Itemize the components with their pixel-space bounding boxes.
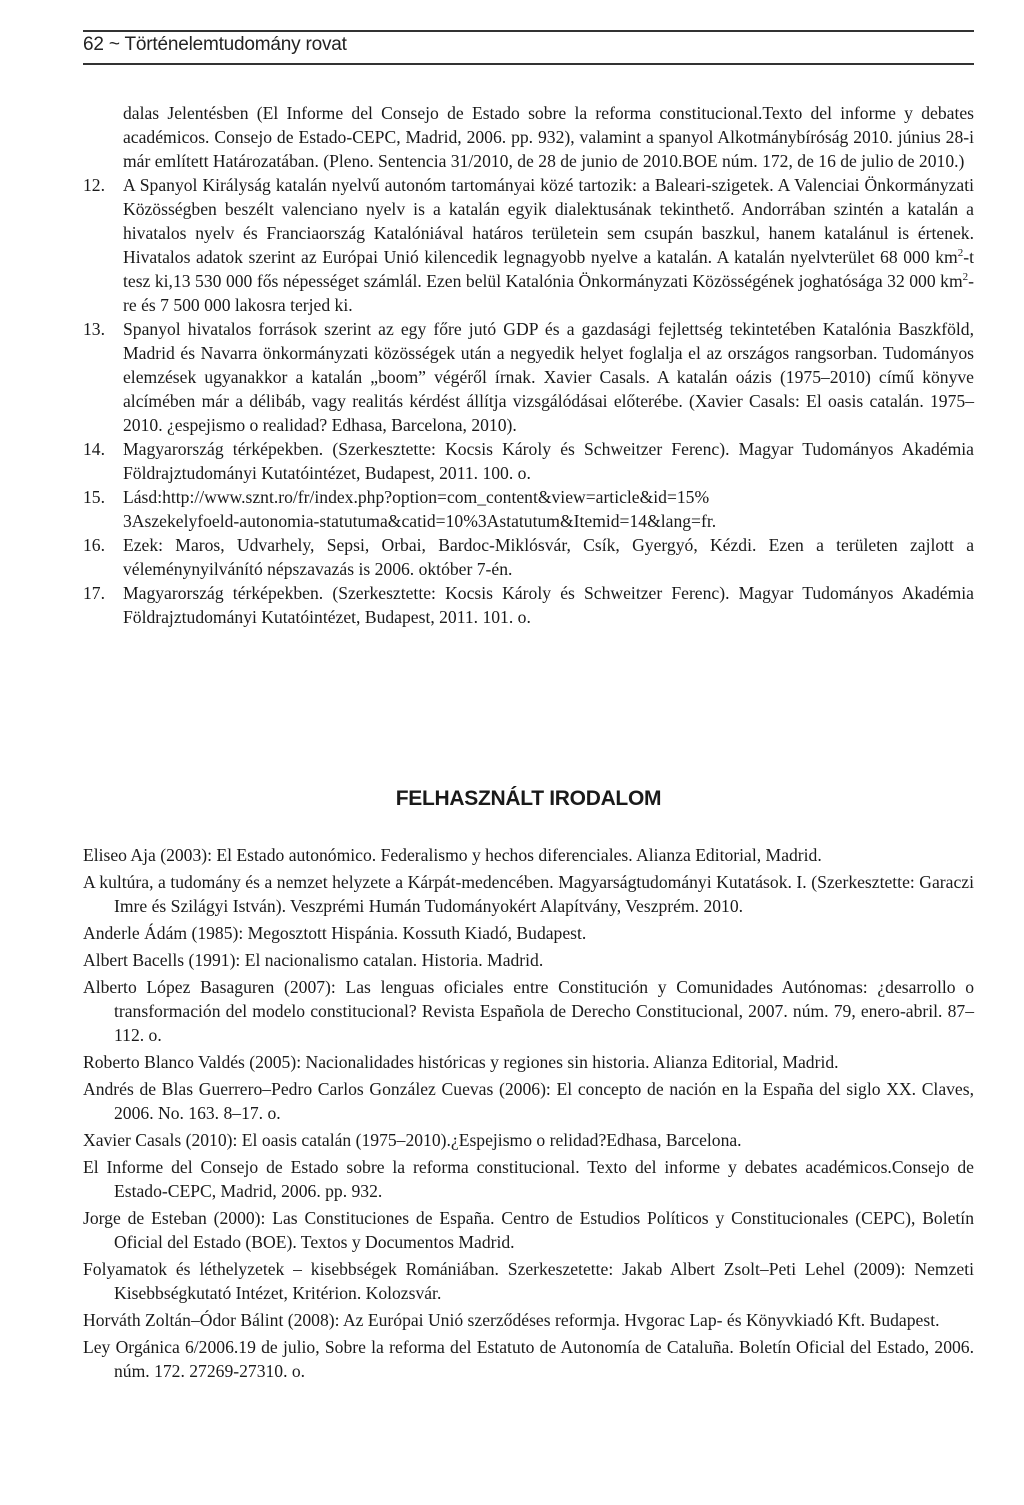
- endnote-number: 15.: [83, 487, 105, 507]
- bibliography-entry: Folyamatok és léthelyzetek – kisebbségek Romániában. Szerkeszetette: Jakab Albert Zsolt–Peti Lehel (2009): Nemzeti Kisebbségkutató Intézet, Kritérion. Kolozsvár.: [83, 1259, 974, 1303]
- bibliography-entry: Anderle Ádám (1985): Megosztott Hispánia. Kossuth Kiadó, Budapest.: [83, 923, 587, 943]
- bibliography-entry: A kultúra, a tudomány és a nemzet helyzete a Kárpát-medencében. Magyarságtudományi Kutatások. I. (Szerkesztette: Garaczi Imre és Szilágyi István). Veszprémi Humán Tudományokért Alapítvány, Veszprém. 2010.: [83, 872, 974, 916]
- header-separator: ~: [108, 34, 120, 55]
- endnote-link-line-1[interactable]: Lásd:http://www.sznt.ro/fr/index.php?option=com_content&view=article&id=15%: [123, 487, 710, 507]
- endnote-link-line-2[interactable]: 3Aszekelyfoeld-autonomia-statutuma&catid=10%3Astatutum&Itemid=14&lang=fr.: [123, 511, 717, 531]
- endnote-continued: [83, 101, 974, 173]
- endnote-text-part: -re és 7 500 000 lakosra terjed ki.: [123, 271, 974, 315]
- superscript: 2: [957, 247, 964, 259]
- endnote-number: 13.: [83, 319, 105, 339]
- endnote-text: dalas Jelentésben (El Informe del Consejo de Estado sobre la reforma constitucional.Texto del informe y debates académicos. Consejo de Estado-CEPC, Madrid, 2006. pp. 932), valamint a spanyol Alkotmánybíróság 2010. június 28-i már említett Határozatában. (Pleno. Sentencia 31/2010, de 28 de junio de 2010.BOE núm. 172, de 16 de julio de 2010.): [123, 103, 974, 171]
- bibliography-entry: Alberto López Basaguren (2007): Las lenguas oficiales entre Constitución y Comunidades Autónomas: ¿desarrollo o transformación del modelo constitucional? Revista Española de Derecho Constitucional, 2007. núm. 79, enero-abril. 87–112. o.: [83, 977, 974, 1045]
- endnote-14: [83, 437, 974, 485]
- bibliography-entry: Albert Bacells (1991): El nacionalismo catalan. Historia. Madrid.: [83, 950, 544, 970]
- endnote-12: [83, 173, 974, 317]
- bibliography-heading: FELHASZNÁLT IRODALOM: [395, 787, 662, 810]
- endnote-text-part: -t tesz ki,13 530 000 fős népességet számlál. Ezen belül Katalónia Önkormányzati Közösségének joghatósága 32 000 km: [123, 247, 974, 291]
- header-rule-bottom: [83, 63, 974, 65]
- running-header: [83, 34, 974, 56]
- superscript: 2: [962, 271, 969, 283]
- endnote-number: 14.: [83, 439, 105, 459]
- bibliography-entry: Xavier Casals (2010): El oasis catalán (1975–2010).¿Espejismo o relidad?Edhasa, Barcelona.: [83, 1130, 742, 1150]
- endnote-number: 16.: [83, 535, 105, 555]
- bibliography-entry: El Informe del Consejo de Estado sobre la reforma constitucional. Texto del informe y debates académicos.Consejo de Estado-CEPC, Madrid, 2006. pp. 932.: [83, 1157, 974, 1201]
- endnote-15: [83, 485, 974, 533]
- bibliography-list: [83, 843, 974, 1386]
- bibliography-entry: Horváth Zoltán–Ódor Bálint (2008): Az Európai Unió szerződéses reformja. Hvgorac Lap- és Könyvkiadó Kft. Budapest.: [83, 1310, 940, 1330]
- endnote-text: [123, 485, 974, 533]
- bibliography-entry: Eliseo Aja (2003): El Estado autonómico. Federalismo y hechos diferenciales. Alianza Editorial, Madrid.: [83, 845, 822, 865]
- endnote-number: 17.: [83, 583, 105, 603]
- header-rule-top: [83, 30, 974, 32]
- endnote-text-part: A Spanyol Királyság katalán nyelvű autonóm tartományai közé tartozik: a Baleari-szigetek. A Valenciai Önkormányzati Közösségben beszélt valenciano nyelv is a katalán egyik dialektusának tekinthető. Andorrában szintén a katalán a hivatalos nyelv és Franciaország Katalóniával határos területein sem csupán baszkul, hanem katalánul is értenek. Hivatalos adatok szerint az Európai Unió kilencedik legnagyobb nyelve a katalán. A katalán nyelvterület 68 000 km: [123, 175, 974, 267]
- bibliography-entry: Andrés de Blas Guerrero–Pedro Carlos González Cuevas (2006): El concepto de nación en la España del siglo XX. Claves, 2006. No. 163. 8–17. o.: [83, 1079, 974, 1123]
- endnote-number: 12.: [83, 175, 105, 195]
- endnote-text: Magyarország térképekben. (Szerkesztette: Kocsis Károly és Schweitzer Ferenc). Magyar Tudományos Akadémia Földrajztudományi Kutatóintézet, Budapest, 2011. 100. o.: [123, 439, 974, 483]
- endnote-text: Magyarország térképekben. (Szerkesztette: Kocsis Károly és Schweitzer Ferenc). Magyar Tudományos Akadémia Földrajztudományi Kutatóintézet, Budapest, 2011. 101. o.: [123, 583, 974, 627]
- endnote-16: [83, 533, 974, 581]
- endnote-17: [83, 581, 974, 629]
- bibliography-entry: Roberto Blanco Valdés (2005): Nacionalidades históricas y regiones sin historia. Alianza Editorial, Madrid.: [83, 1052, 839, 1072]
- endnote-text: [123, 173, 974, 317]
- endnote-text: Spanyol hivatalos források szerint az egy főre jutó GDP és a gazdasági fejlettség tekintetében Katalónia Baszkföld, Madrid és Navarra önkormányzati közösségek után a negyedik helyet foglalja el az országos rangsorban. Tudományos elemzések ugyanakkor a katalán „boom” végéről írnak. Xavier Casals. A katalán oázis (1975–2010) című könyve alcímében már a délibáb, vagy realitás kérdést állítja vizsgálódásai előterébe. (Xavier Casals: El oasis catalán. 1975–2010. ¿espejismo o realidad? Edhasa, Barcelona, 2010).: [123, 319, 974, 435]
- endnote-13: [83, 317, 974, 437]
- endnote-text: Ezek: Maros, Udvarhely, Sepsi, Orbai, Bardoc-Miklósvár, Csík, Gyergyó, Kézdi. Ezen a területen zajlott a véleménynyilvánító népszavazás is 2006. október 7-én.: [123, 535, 974, 579]
- bibliography-entry: Jorge de Esteban (2000): Las Constituciones de España. Centro de Estudios Políticos y Constitucionales (CEPC), Boletín Oficial del Estado (BOE). Textos y Documentos Madrid.: [83, 1208, 974, 1252]
- rubric-title: Történelemtudomány rovat: [124, 34, 347, 55]
- page-number: 62: [83, 34, 104, 55]
- bibliography-entry: Ley Orgánica 6/2006.19 de julio, Sobre la reforma del Estatuto de Autonomía de Cataluña. Boletín Oficial del Estado, 2006. núm. 172. 27269-27310. o.: [83, 1337, 974, 1381]
- endnotes: [83, 101, 974, 629]
